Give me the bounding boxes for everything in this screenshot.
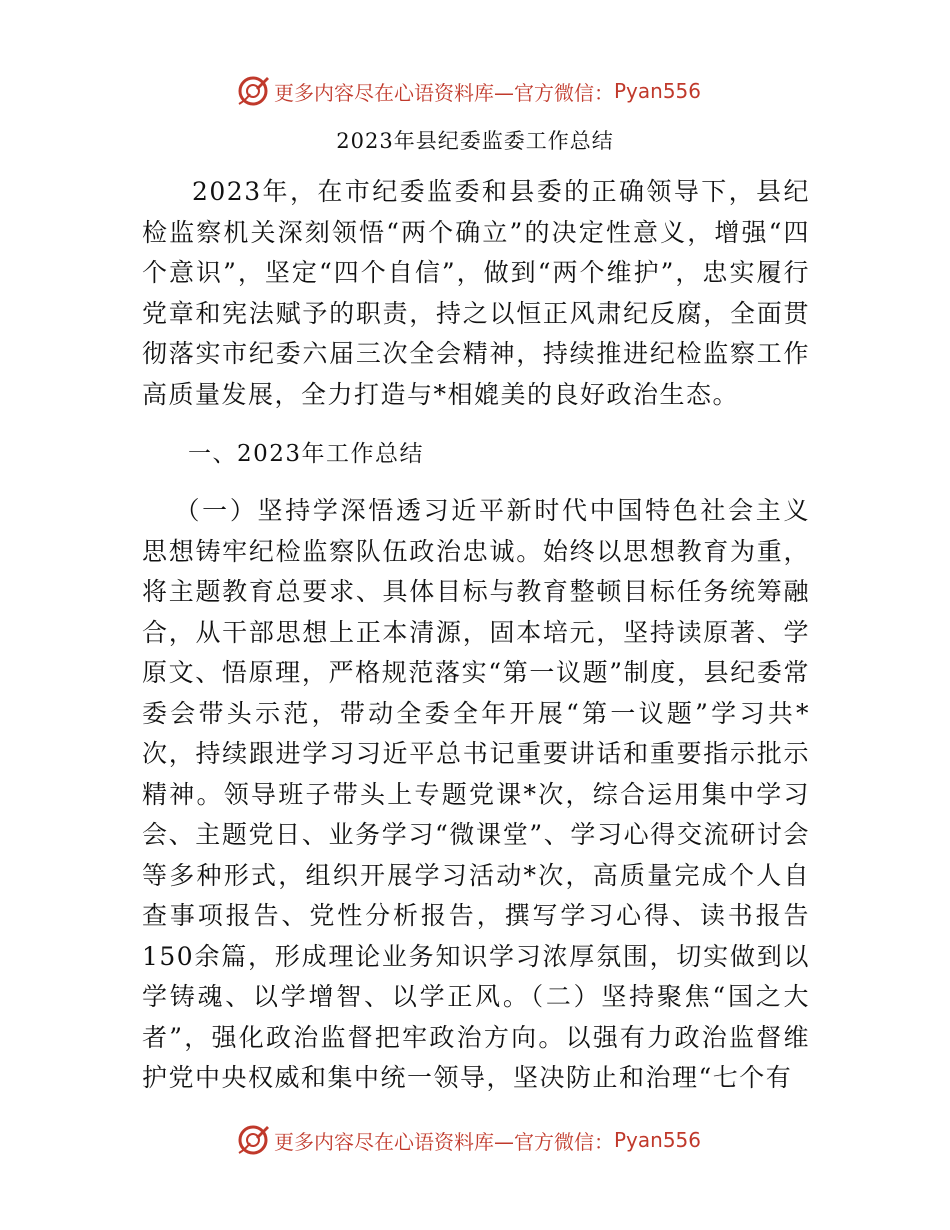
watermark-header [236, 74, 701, 108]
watermark-account: Pyan556 [614, 79, 702, 103]
document-body [142, 172, 810, 1099]
watermark-account: Pyan556 [614, 1128, 702, 1152]
pen-logo-icon [236, 1123, 270, 1157]
intro-paragraph: 2023年，在市纪委监委和县委的正确领导下，县纪检监察机关深刻领悟“两个确立”的决定性意义，增强“四个意识”，坚定“四个自信”，做到“两个维护”，忠实履行党章和宪法赋予的职责，持之以恒正风肃纪反腐，全面贯彻落实市纪委六届三次全会精神，持续推进纪检监察工作高质量发展，全力打造与*相媲美的良好政治生态。 [142, 177, 810, 409]
watermark-footer [236, 1123, 701, 1157]
section-paragraph: （一）坚持学深悟透习近平新时代中国特色社会主义思想铸牢纪检监察队伍政治忠诚。始终以思想教育为重，将主题教育总要求、具体目标与教育整顿目标任务统筹融合，从干部思想上正本清源，固本培元，坚持读原著、学原文、悟原理，严格规范落实“第一议题”制度，县纪委常委会带头示范，带动全委全年开展“第一议题”学习共*次，持续跟进学习习近平总书记重要讲话和重要指示批示精神。领导班子带头上专题党课*次，综合运用集中学习会、主题党日、业务学习“微课堂”、学习心得交流研讨会等多种形式，组织开展学习活动*次，高质量完成个人自查事项报告、党性分析报告，撰写学习心得、读书报告150余篇，形成理论业务知识学习浓厚氛围，切实做到以学铸魂、以学增智、以学正风。（二）坚持聚焦“国之大者”，强化政治监督把牢政治方向。以强有力政治监督维护党中央权威和集中统一领导，坚决防止和治理“七个有 [142, 496, 810, 1092]
watermark-text: 更多内容尽在心语资料库—官方微信： [274, 1129, 614, 1154]
document-title: 2023年县纪委监委工作总结 [336, 129, 614, 153]
watermark-text: 更多内容尽在心语资料库—官方微信： [274, 80, 614, 105]
section-heading: 一、2023年工作总结 [188, 441, 425, 467]
pen-logo-icon [236, 74, 270, 108]
